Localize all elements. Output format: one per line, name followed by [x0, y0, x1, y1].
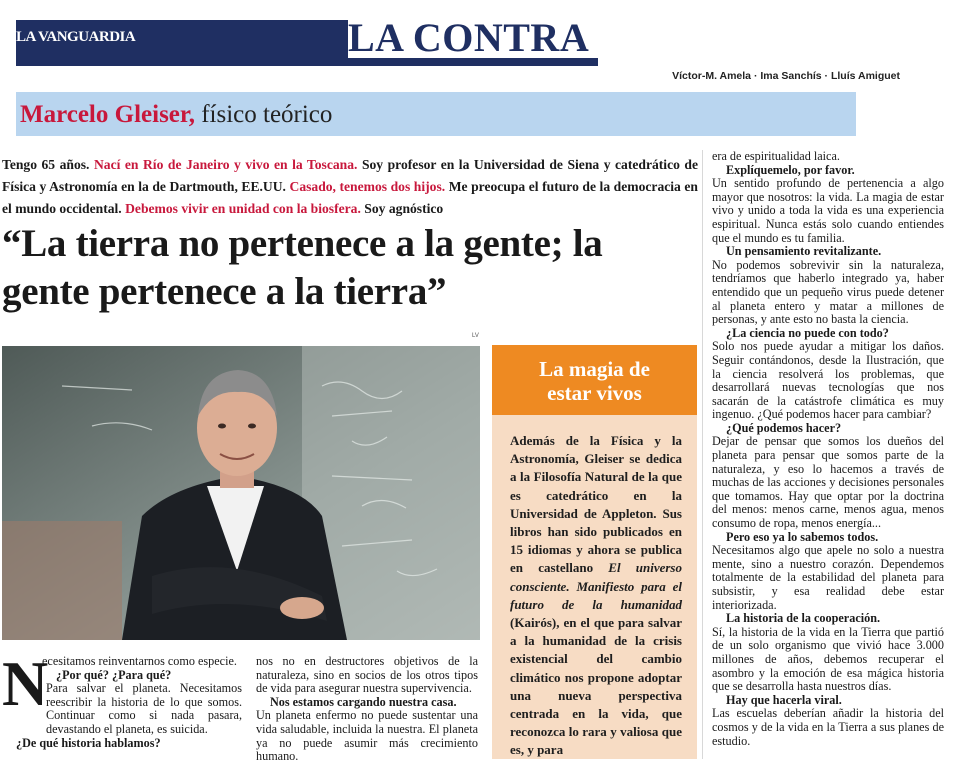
- answer: Un planeta enfermo no puede sustentar una vida saludable, incluida la nuestra. El planeta ya no puede asumir más crecimiento humano.: [256, 708, 478, 764]
- question: ¿De qué historia hablamos?: [16, 735, 161, 750]
- answer: Sí, la historia de la vida en la Tierra que partió de un solo organismo que vivió hace 3.000 millones de años, debemos recuperar el asombro y la emoción de esa mágica historia que se desarrolla hasta nuestros días.: [712, 624, 944, 694]
- interviewee-role: físico teórico: [201, 101, 333, 128]
- body-column-3: [712, 150, 944, 748]
- brand-logo[interactable]: LA VANGUARDIA: [16, 29, 136, 45]
- answer: No podemos sobrevivir sin la naturaleza, tendríamos que haberlo integrado ya, haber entendido que un pequeño virus puede detener al planeta entero y matar a millones de personas, y ante esto no basta la ciencia.: [712, 257, 944, 327]
- body-column-1: [2, 648, 242, 750]
- photo-credit: LV: [472, 333, 479, 339]
- column-divider: [702, 150, 703, 759]
- drop-cap: N: [2, 648, 49, 719]
- authors-byline: Víctor-M. Amela · Ima Sanchís · Lluís Amiguet: [672, 70, 900, 82]
- question: Nos estamos cargando nuestra casa.: [270, 694, 457, 709]
- section-title-text: LA CONTRA: [348, 15, 590, 60]
- book-title: El universo consciente. Manifiesto para el futuro de la humanidad: [510, 560, 682, 612]
- question: Pero eso ya lo sabemos todos.: [726, 529, 879, 544]
- portrait-illustration: [2, 346, 480, 640]
- interviewee-name: Marcelo Gleiser,: [20, 101, 195, 128]
- intro-text: ecesitamos reinventarnos como especie.: [42, 654, 237, 668]
- answer: era de espiritualidad laica.: [712, 149, 840, 163]
- bio-fragment: Soy agnóstico: [364, 201, 444, 216]
- bio-fragment: Me preocupa el futuro de la democracia en el mundo occidental.: [2, 179, 698, 216]
- answer: Solo nos puede ayudar a mitigar los daños. Seguir contándonos, desde la Ilustración, que la ciencia resolverá los problemas, que desarrollará nuevas tecnologías que nos sacarán de la catástrofe climática es muy ingenuo. ¿Qué podemos hacer para cambiar?: [712, 339, 944, 422]
- question: ¿La ciencia no puede con todo?: [726, 325, 889, 340]
- sidebar-title-line: La magia de: [539, 357, 650, 381]
- headline: “La tierra no pertenece a la gente; la gente pertenece a la tierra”: [2, 222, 603, 313]
- section-title: [348, 15, 598, 60]
- sidebar-text-a: Además de la Física y la Astronomía, Gleiser se dedica a la Filosofía Natural de la que es catedrático en la Universidad de Appleton. Sus libros han sido publicados en 15 idiomas y ahora se publica en castellano: [510, 433, 682, 576]
- bio-fragment: Nací en Río de Janeiro y vivo en la Toscana.: [93, 157, 358, 172]
- bio-fragment: Tengo 65 años.: [2, 157, 90, 172]
- body-column-2: [256, 655, 478, 764]
- question: Explíquemelo, por favor.: [726, 162, 855, 177]
- answer: Dejar de pensar que somos los dueños del planeta para pensar que somos parte de la naturaleza, y eso lo hacemos a través de muchas de las acciones y decisiones personales que tomamos. Hay que optar por la doctrina del menos: menos carne, menos agua, menos consumo de ropa, menos energía...: [712, 434, 944, 531]
- bio-fragment: Debemos vivir en unidad con la biosfera.: [125, 201, 361, 216]
- interviewee-heading: [20, 101, 332, 129]
- bio-fragment: Soy profesor en la Universidad de Siena y catedrático de Física y Astronomía en la de Dartmouth, EE.UU.: [2, 157, 699, 194]
- question: Hay que hacerla viral.: [726, 692, 842, 707]
- bio-paragraph: [2, 154, 698, 220]
- sidebar-text: [510, 432, 682, 760]
- bio-fragment: Casado, tenemos dos hijos.: [289, 179, 446, 194]
- answer: Un sentido profundo de pertenencia a algo mayor que nosotros: la vida. La magia de estar vivo y unido a toda la vida es una experiencia espiritual. Nunca estás solo cuando entiendes que el mundo es tu familia.: [712, 176, 944, 245]
- sidebar-text-b: (Kairós), en el que para salvar a la humanidad de la crisis existencial del cambio climático nos propone adoptar una nueva perspectiva centrada en la vida, que reconozca lo rara y valiosa que es, y para: [510, 615, 682, 758]
- answer: Necesitamos algo que apele no solo a nuestra mente, sino a nuestro corazón. Dependemos totalmente de la estabilidad del planeta para subsistir, y esa realidad debe estar interiorizada.: [712, 543, 944, 612]
- sidebar-title: [492, 345, 697, 415]
- sidebar-title-line: estar vivos: [547, 381, 642, 405]
- answer: Para salvar el planeta. Necesitamos reescribir la historia de lo que somos. Continuar como si nada pasara, devastando el planeta, es suicida.: [46, 681, 242, 736]
- question: ¿Qué podemos hacer?: [726, 420, 842, 435]
- question: Un pensamiento revitalizante.: [726, 244, 882, 259]
- portrait-photo: [2, 346, 480, 640]
- question: La historia de la cooperación.: [726, 611, 881, 626]
- question: ¿Por qué? ¿Para qué?: [56, 667, 172, 682]
- answer: Las escuelas deberían añadir la historia del cosmos y de la vida en la Tierra a sus planes de estudio.: [712, 706, 944, 748]
- answer: nos no en destructores objetivos de la naturaleza, sino en socios de los otros tipos de vida para asegurar nuestra supervivencia.: [256, 654, 478, 696]
